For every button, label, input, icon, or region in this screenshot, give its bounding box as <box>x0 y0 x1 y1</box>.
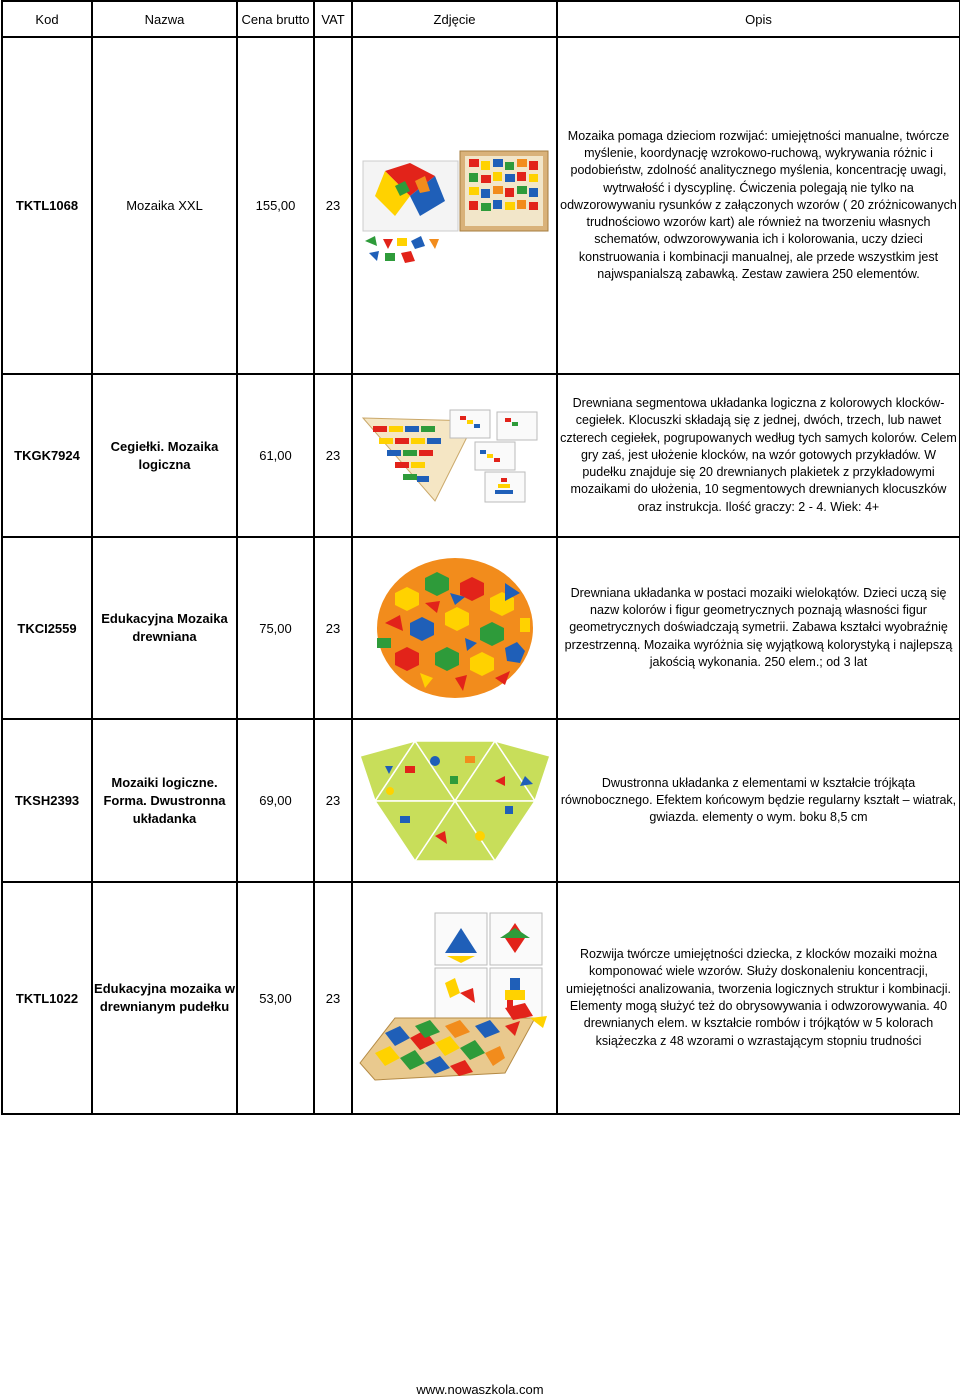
product-code: TKTL1068 <box>2 37 92 374</box>
windmill-star-image <box>355 736 555 866</box>
product-code: TKTL1022 <box>2 882 92 1114</box>
product-name: Edukacyjna Mozaika drewniana <box>92 537 237 719</box>
product-table <box>1 0 960 1115</box>
product-price: 61,00 <box>237 374 314 537</box>
product-price: 155,00 <box>237 37 314 374</box>
header-description: Opis <box>557 1 960 37</box>
table-row <box>2 374 960 537</box>
box-mosaic-image <box>355 908 555 1088</box>
product-photo <box>352 882 557 1114</box>
product-code: TKSH2393 <box>2 719 92 882</box>
product-vat: 23 <box>314 37 352 374</box>
product-description: Rozwija twórcze umiejętności dziecka, z klocków mozaiki można komponować wiele wzorów. Służy doskonaleniu koncentracji, umiejętności analizowania, tworzenia logicznych struktur i kombinacji. Elementy mogą służyć też do obrysowywania i odwzorowywania. 40 drewnianych elem. w kształcie rombów i trójkątów w 5 kolorach książeczka z 48 wzorami o wzrastającym stopniu trudności <box>557 882 960 1114</box>
product-name: Edukacyjna mozaika w drewnianym pudełku <box>92 882 237 1114</box>
wooden-mosaic-image <box>355 553 555 703</box>
product-name: Mozaika XXL <box>92 37 237 374</box>
header-row <box>2 1 960 37</box>
product-vat: 23 <box>314 882 352 1114</box>
product-description: Drewniana układanka w postaci mozaiki wielokątów. Dzieci uczą się nazw kolorów i figur geometrycznych poznają własności figur geometrycznych doświadczają symetrii. Zabawa kształci wyobraźnię przestrzenną. Mozaika wyróżnia się wyjątkową kolorystyką i najlepszą jakością wykonania. 250 elem.; od 3 lat <box>557 537 960 719</box>
table-row <box>2 37 960 374</box>
header-code: Kod <box>2 1 92 37</box>
product-price: 53,00 <box>237 882 314 1114</box>
product-name: Mozaiki logiczne. Forma. Dwustronna układanka <box>92 719 237 882</box>
product-price: 69,00 <box>237 719 314 882</box>
product-photo <box>352 374 557 537</box>
product-description: Mozaika pomaga dzieciom rozwijać: umiejętności manualne, twórcze myślenie, koordynację wzrokowo-ruchową, wykrywania różnic i podobieństw, zdolność analitycznego myślenia, koncentrację uwagi, wytrwałość i dyscyplinę. Ćwiczenia polegają nie tylko na odwzorowywaniu rysunków z załączonych wzorów ( 20 zróżnicowanych trudnościowo wzorów kart) ale również na tworzeniu własnych schematów, odwzorowywania ich i kolorowania, uczy dzieci konstruowania i kombinacji manualnej, ale przede wszystkim jest najwspanialszą zabawką. Zestaw zawiera 250 elementów. <box>557 37 960 374</box>
product-description: Drewniana segmentowa układanka logiczna z kolorowych klocków-cegiełek. Klocuszki składają się z jednej, dwóch, trzech, lub nawet czterech cegiełek, pogrupowanych według tych samych kolorów. Celem gry zaś, jest ułożenie klocków, na wzór gotowych przykładów. W pudełku znajduje się 20 drewnianych plakietek z przykładowymi mozaikami do ułożenia, 10 segmentowych drewnianych klocuszków oraz instrukcja. Ilość graczy: 2 - 4. Wiek: 4+ <box>557 374 960 537</box>
table-row <box>2 882 960 1114</box>
header-photo: Zdjęcie <box>352 1 557 37</box>
table-row <box>2 537 960 719</box>
product-photo <box>352 37 557 374</box>
product-code: TKCI2559 <box>2 537 92 719</box>
product-vat: 23 <box>314 374 352 537</box>
product-vat: 23 <box>314 537 352 719</box>
header-price: Cena brutto <box>237 1 314 37</box>
table-row <box>2 719 960 882</box>
product-vat: 23 <box>314 719 352 882</box>
header-vat: VAT <box>314 1 352 37</box>
product-name: Cegiełki. Mozaika logiczna <box>92 374 237 537</box>
product-photo <box>352 537 557 719</box>
product-price: 75,00 <box>237 537 314 719</box>
product-description: Dwustronna układanka z elementami w kształcie trójkąta równobocznego. Efektem końcowym będzie regularny kształt – wiatrak, gwiazda. elementy o wym. boku 8,5 cm <box>557 719 960 882</box>
product-code: TKGK7924 <box>2 374 92 537</box>
mosaic-xxl-image <box>355 141 555 271</box>
header-name: Nazwa <box>92 1 237 37</box>
product-photo <box>352 719 557 882</box>
footer-url[interactable]: www.nowaszkola.com <box>416 1382 544 1397</box>
bricks-image <box>355 406 555 506</box>
